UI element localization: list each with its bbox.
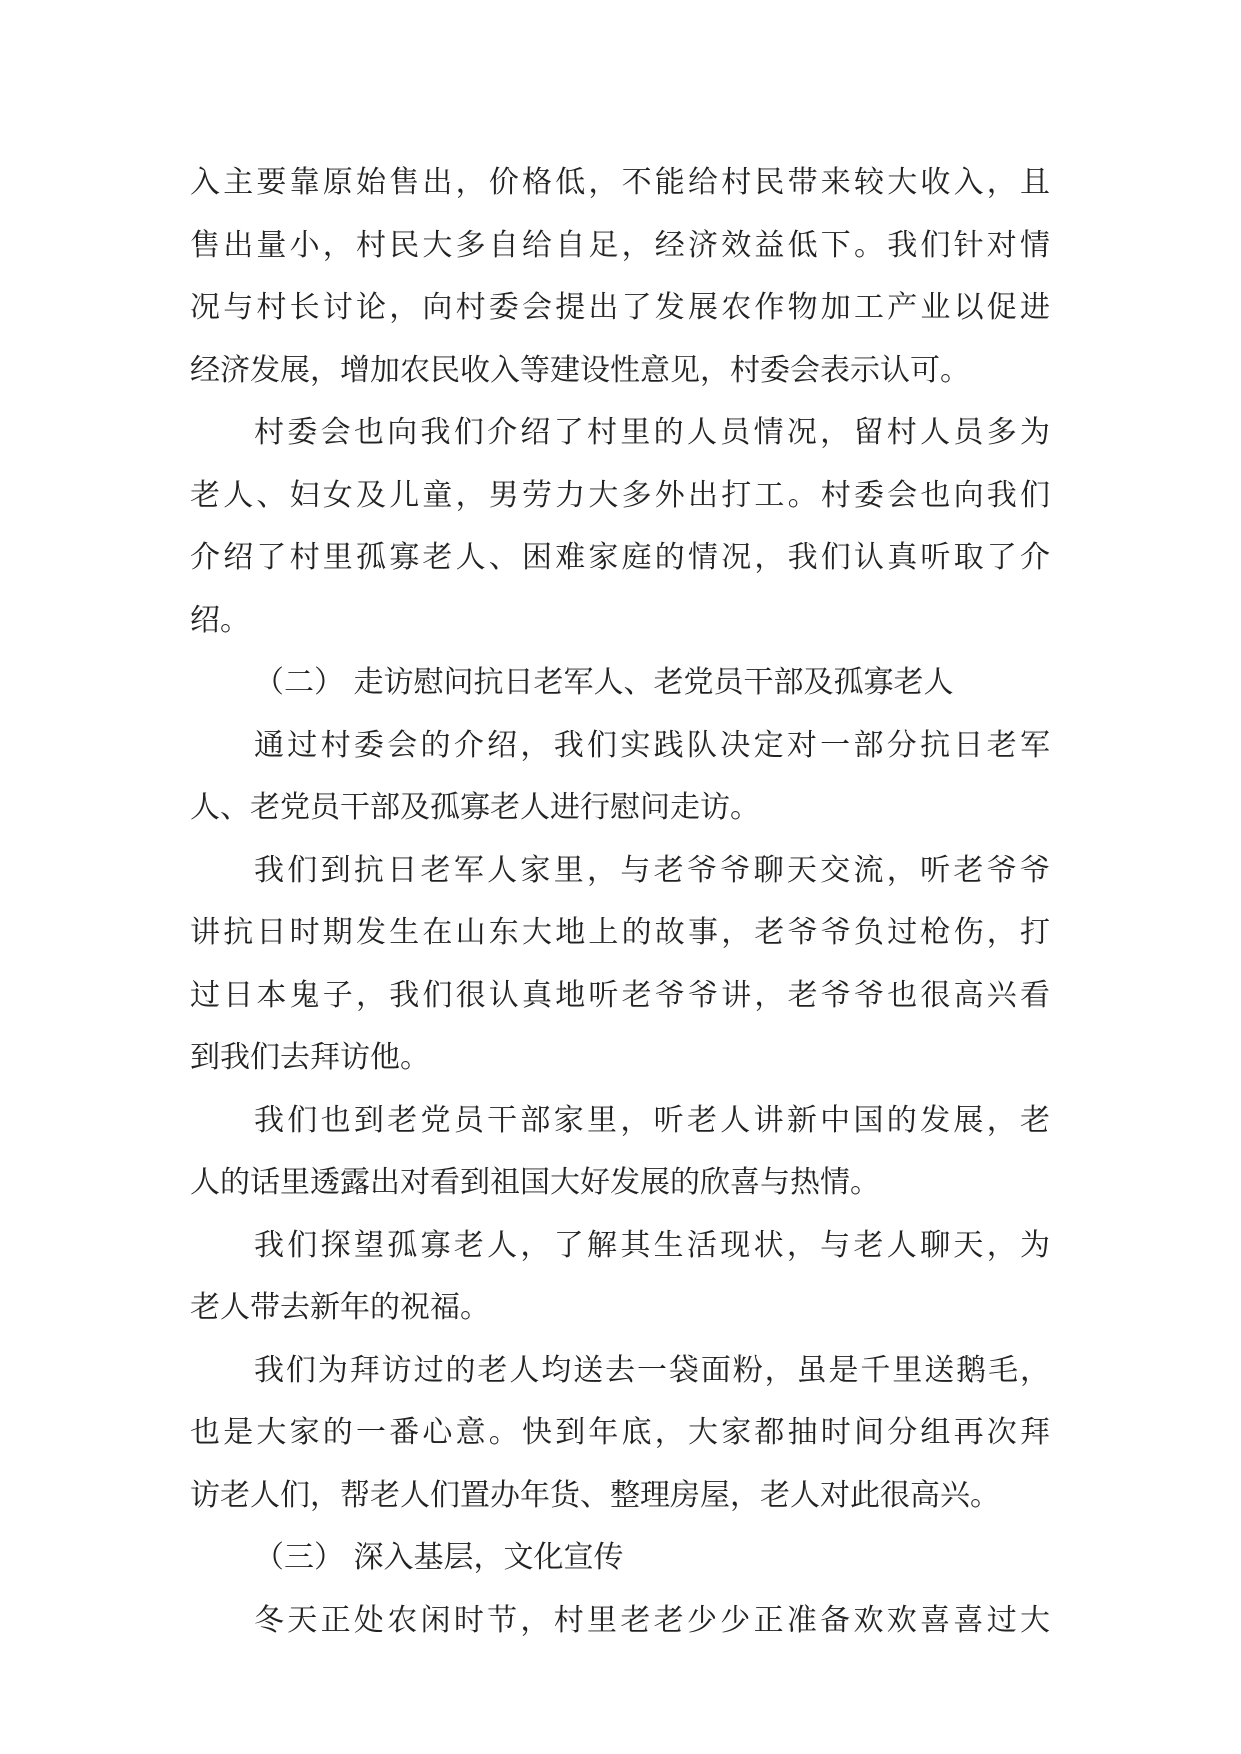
text-line: 入主要靠原始售出，价格低，不能给村民带来较大收入，且 <box>190 165 1050 200</box>
text-line: 访老人们，帮老人们置办年货、整理房屋，老人对此很高兴。 <box>190 1477 1000 1513</box>
text-line: 我们为拜访过的老人均送去一袋面粉，虽是千里送鹅毛， <box>254 1352 1050 1388</box>
text-line: 绍。 <box>190 602 250 638</box>
text-line: 介绍了村里孤寡老人、困难家庭的情况，我们认真听取了介 <box>190 540 1050 575</box>
section-heading: （三） 深入基层，文化宣传 <box>254 1540 624 1575</box>
text-line: 售出量小，村民大多自给自足，经济效益低下。我们针对情 <box>190 227 1050 263</box>
section-heading: （二） 走访慰问抗日老军人、老党员干部及孤寡老人 <box>254 665 954 700</box>
text-line: 我们探望孤寡老人，了解其生活现状，与老人聊天，为 <box>254 1227 1050 1263</box>
text-line: 到我们去拜访他。 <box>190 1040 430 1075</box>
text-line: 冬天正处农闲时节，村里老老少少正准备欢欢喜喜过大 <box>254 1602 1050 1638</box>
text-line: 讲抗日时期发生在山东大地上的故事，老爷爷负过枪伤，打 <box>190 915 1050 950</box>
text-line: 人的话里透露出对看到祖国大好发展的欣喜与热情。 <box>190 1165 880 1200</box>
text-line: 老人、妇女及儿童，男劳力大多外出打工。村委会也向我们 <box>190 477 1050 513</box>
text-line: 我们到抗日老军人家里，与老爷爷聊天交流，听老爷爷 <box>254 852 1050 888</box>
text-line: 经济发展，增加农民收入等建设性意见，村委会表示认可。 <box>190 352 970 388</box>
text-line: 也是大家的一番心意。快到年底，大家都抽时间分组再次拜 <box>190 1415 1050 1450</box>
text-line: 况与村长讨论，向村委会提出了发展农作物加工产业以促进 <box>190 290 1050 325</box>
text-line: 我们也到老党员干部家里，听老人讲新中国的发展，老 <box>254 1102 1050 1138</box>
text-line: 老人带去新年的祝福。 <box>190 1290 490 1325</box>
document-body <box>190 152 1050 1652</box>
text-line: 过日本鬼子，我们很认真地听老爷爷讲，老爷爷也很高兴看 <box>190 977 1050 1013</box>
text-line: 通过村委会的介绍，我们实践队决定对一部分抗日老军 <box>254 727 1050 763</box>
text-line: 村委会也向我们介绍了村里的人员情况，留村人员多为 <box>254 415 1050 450</box>
text-line: 人、老党员干部及孤寡老人进行慰问走访。 <box>190 790 760 825</box>
